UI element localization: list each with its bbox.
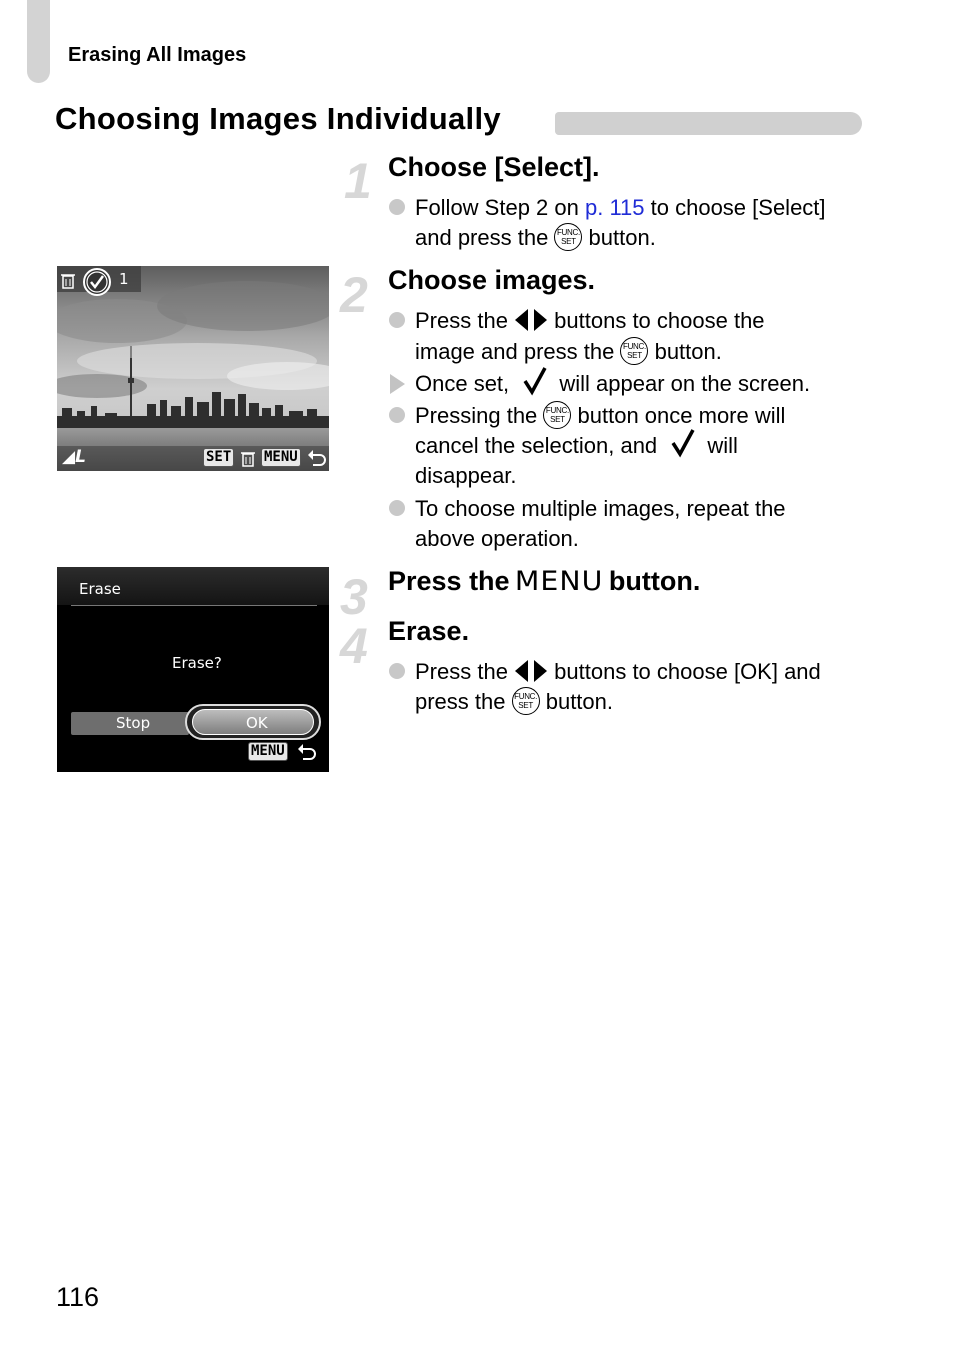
dialog-divider	[71, 605, 317, 606]
func-set-icon: FUNC. SET	[554, 223, 582, 251]
running-head: Erasing All Images	[68, 44, 247, 66]
step2-bullet3-line3: disappear.	[415, 463, 517, 488]
erase-icon	[240, 448, 258, 468]
text: Press the	[415, 308, 515, 333]
text: Follow Step 2 on	[415, 195, 585, 220]
bullet	[389, 199, 405, 215]
step4-line1	[415, 657, 821, 687]
bullet	[389, 312, 405, 328]
func-set-icon: FUNC. SET	[620, 337, 648, 365]
text: Press the	[415, 659, 515, 684]
step-number-3: 3	[340, 569, 368, 625]
camera-screen-photo	[57, 266, 329, 471]
section-title-bar	[555, 112, 862, 135]
text: Pressing the	[415, 403, 544, 428]
text: button once more will	[571, 403, 786, 428]
section-title: Choosing Images Individually	[55, 101, 501, 136]
step2-bullet1-line1	[415, 306, 765, 336]
step-number-2: 2	[340, 267, 368, 323]
left-right-arrows-icon	[514, 308, 548, 332]
stop-label: Stop	[116, 714, 151, 732]
camera-screen-erase-dialog	[57, 567, 329, 772]
text: to choose [Select]	[644, 195, 826, 220]
check-icon	[663, 428, 701, 458]
check-icon	[515, 366, 553, 396]
func-set-icon: FUNC. SET	[543, 401, 571, 429]
text: button.	[539, 689, 613, 714]
left-right-arrows-icon	[514, 659, 548, 683]
step2-bullet3-line1	[415, 401, 785, 431]
protect-erase-icon	[60, 270, 78, 290]
step2-bullet4-line2: above operation.	[415, 526, 579, 551]
result-triangle	[390, 374, 405, 394]
set-button-icon: SET	[203, 448, 234, 467]
text: button.	[601, 566, 701, 596]
size-label: L	[75, 447, 86, 467]
step-number-4: 4	[340, 618, 368, 674]
dialog-question: Erase?	[172, 654, 222, 672]
selected-check-icon	[82, 267, 112, 297]
step1-line1	[415, 193, 826, 223]
step1-line2	[415, 223, 656, 253]
text: Press the	[388, 566, 518, 596]
text: will appear on the screen.	[553, 371, 811, 396]
return-arrow-icon	[307, 448, 327, 468]
bullet	[389, 407, 405, 423]
step-title-3	[388, 567, 700, 597]
bullet	[389, 500, 405, 516]
page-number: 116	[56, 1282, 100, 1312]
step-number-1: 1	[344, 153, 372, 209]
return-arrow-icon	[297, 742, 317, 762]
text: Once set,	[415, 371, 516, 396]
step-title-2: Choose images.	[388, 265, 596, 295]
text: and press the	[415, 225, 555, 250]
step-title-4: Erase.	[388, 616, 470, 646]
menu-button-icon: MENU	[261, 448, 301, 467]
text: buttons to choose [OK] and	[548, 659, 821, 684]
func-set-icon: FUNC. SET	[512, 687, 540, 715]
bullet	[389, 663, 405, 679]
text: cancel the selection, and	[415, 433, 664, 458]
step4-line2	[415, 687, 613, 717]
step2-bullet4-line1: To choose multiple images, repeat the	[415, 496, 786, 521]
menu-button-label: MENU	[514, 566, 604, 597]
text: buttons to choose the	[548, 308, 765, 333]
menu-button-icon: MENU	[248, 742, 288, 761]
text: image and press the	[415, 339, 621, 364]
step2-bullet3-line2	[415, 431, 738, 462]
text: button.	[582, 225, 656, 250]
page-link[interactable]: p. 115	[584, 195, 645, 220]
step2-result-line	[415, 369, 810, 400]
image-count: 1	[119, 270, 129, 288]
step-title-1: Choose [Select].	[388, 152, 600, 182]
ok-label: OK	[246, 714, 268, 732]
image-size-icon: ◢L	[62, 447, 86, 467]
side-tab	[27, 0, 50, 83]
text: button.	[648, 339, 722, 364]
step2-bullet1-line2	[415, 337, 722, 367]
text: press the	[415, 689, 512, 714]
text: will	[701, 433, 738, 458]
dialog-title: Erase	[79, 580, 121, 598]
